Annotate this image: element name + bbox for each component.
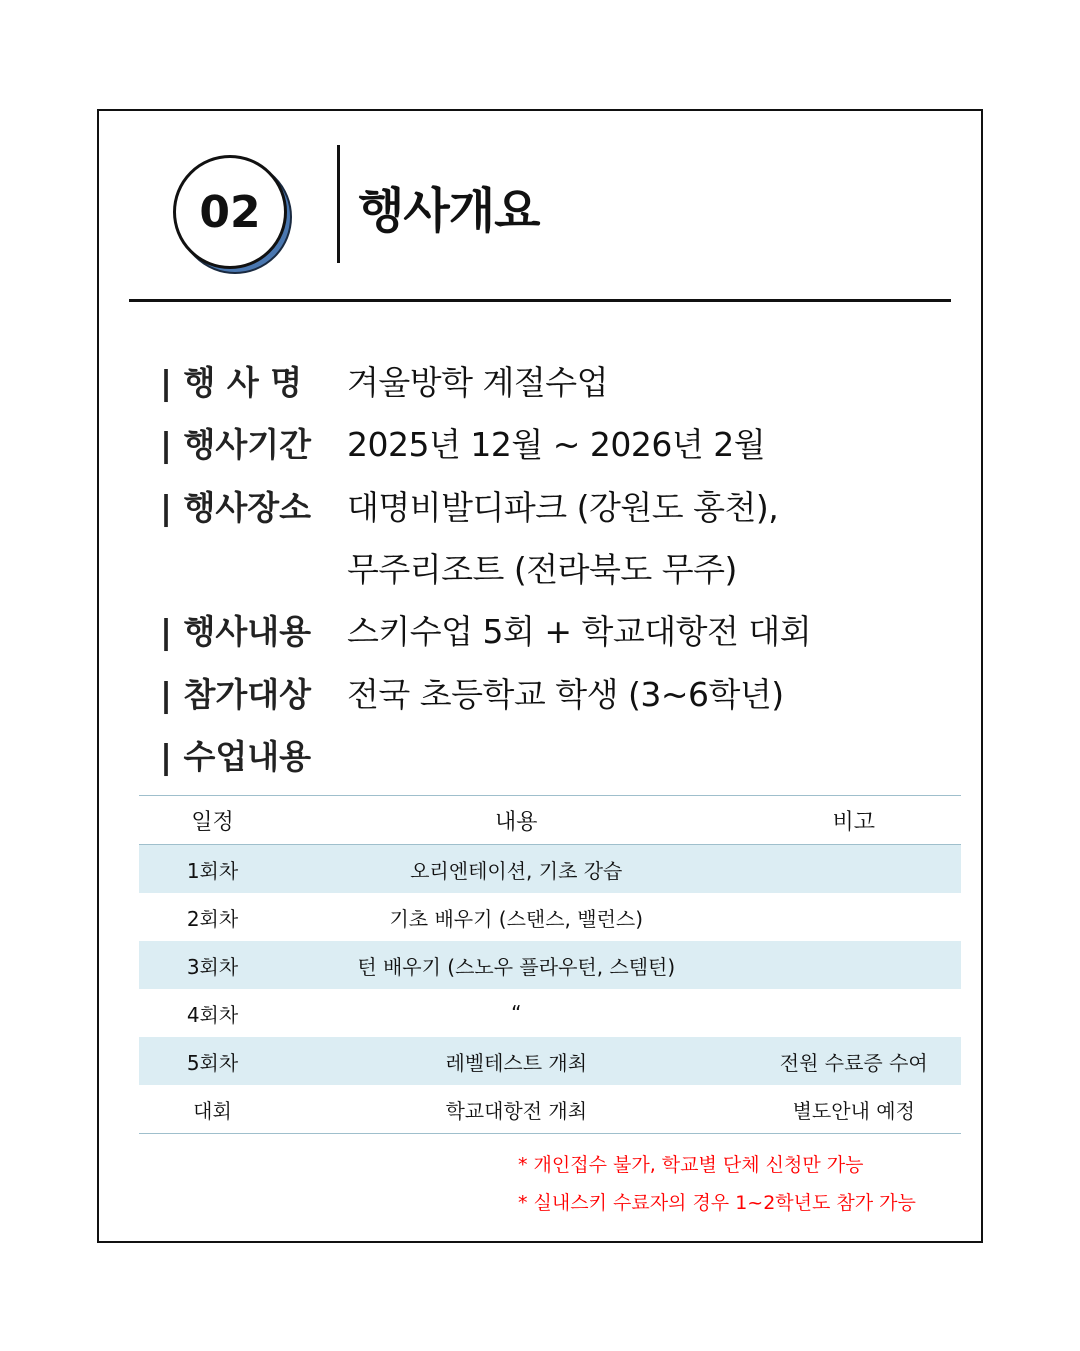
- table-header-row: [139, 796, 961, 845]
- info-label: | 행사장소: [160, 487, 312, 527]
- table-row: [139, 1085, 961, 1134]
- table-row: [139, 893, 961, 941]
- info-row-period: [160, 417, 765, 467]
- info-value: 2025년 12월 ~ 2026년 2월: [347, 424, 766, 464]
- cell-schedule: 4회차: [186, 1002, 239, 1027]
- info-row-venue-2: [160, 542, 737, 592]
- cell-content: 턴 배우기 (스노우 플라우턴, 스템턴): [357, 954, 676, 979]
- info-value: 겨울방학 계절수업: [347, 362, 609, 402]
- cell-content: 오리엔테이션, 기초 강습: [410, 858, 623, 883]
- cell-remarks: 별도안내 예정: [747, 1085, 961, 1134]
- note-group-application: * 개인접수 불가, 학교별 단체 신청만 가능: [518, 1154, 864, 1176]
- cell-schedule: 5회차: [186, 1050, 239, 1075]
- section-number-badge: 02: [173, 155, 287, 269]
- cell-remarks: [747, 941, 961, 989]
- info-value: 스키수업 5회 + 학교대항전 대회: [347, 611, 812, 651]
- cell-schedule: 3회차: [186, 954, 239, 979]
- info-row-content: [160, 604, 811, 654]
- table-row: [139, 989, 961, 1037]
- cell-schedule: 1회차: [186, 858, 239, 883]
- header-schedule: 일정: [139, 796, 286, 845]
- header-divider: [337, 145, 340, 263]
- cell-content: 학교대항전 개최: [286, 1085, 747, 1134]
- section-title: 행사개요: [358, 183, 540, 239]
- note-indoor-ski: * 실내스키 수료자의 경우 1~2학년도 참가 가능: [518, 1192, 916, 1214]
- table-row: [139, 941, 961, 989]
- info-row-venue: [160, 480, 778, 530]
- info-label: | 행사기간: [160, 424, 312, 464]
- info-label: | 행 사 명: [160, 362, 303, 402]
- header-underline: [129, 299, 951, 302]
- table-row: [139, 1037, 961, 1085]
- info-label: | 수업내용: [160, 736, 312, 776]
- cell-remarks: [747, 845, 961, 894]
- cell-content: 기초 배우기 (스탠스, 밸런스): [389, 906, 644, 931]
- cell-remarks: 전원 수료증 수여: [779, 1050, 928, 1075]
- info-row-target: [160, 667, 784, 717]
- info-row-event-name: [160, 355, 608, 405]
- cell-remarks: [747, 893, 961, 941]
- cell-content: 레벨테스트 개최: [445, 1050, 588, 1075]
- cell-remarks: [747, 989, 961, 1037]
- table-row: [139, 845, 961, 894]
- info-label: | 행사내용: [160, 611, 312, 651]
- cell-schedule: 2회차: [186, 906, 239, 931]
- header-content: 내용: [286, 796, 747, 845]
- schedule-table: [139, 795, 961, 1134]
- info-label: | 참가대상: [160, 674, 312, 714]
- cell-schedule: 대회: [139, 1085, 286, 1134]
- info-value: 무주리조트 (전라북도 무주): [347, 549, 737, 589]
- info-row-class-content: [160, 729, 347, 779]
- info-value: 대명비발디파크 (강원도 홍천),: [347, 487, 779, 527]
- header-remarks: 비고: [747, 796, 961, 845]
- cell-content: “: [511, 1001, 522, 1025]
- info-value: 전국 초등학교 학생 (3~6학년): [347, 674, 784, 714]
